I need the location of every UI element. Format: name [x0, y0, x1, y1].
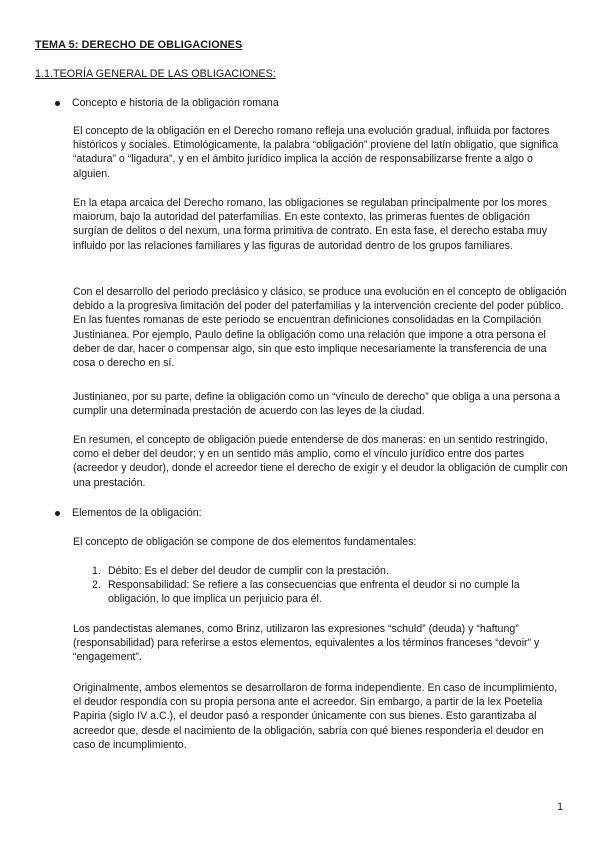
list-item — [92, 564, 562, 578]
page-number: 1 — [557, 801, 563, 813]
paragraph: En la etapa arcaica del Derecho romano, las obligaciones se regulaban principalmente por los mores maiorum, bajo la autoridad del paterfamilias. En este contexto, las primeras fuentes de obligación surgían de delitos o del nexum, una forma primitiva de contrato. En esta fase, el derecho estaba muy influido por las relaciones familiares y las figuras de autoridad dentro de los grupos familiares. — [73, 197, 548, 252]
list-number: 2. — [92, 579, 101, 592]
paragraph: Con el desarrollo del periodo preclásico y clásico, se produce una evolución en el concepto de obligación debido a la progresiva limitación del poder del paterfamilias y la intervención creciente del poder público. En las fuentes romanas de este periodo se encuentran definiciones consolidadas en la Compilación Justinianea. Por ejemplo, Paulo define la obligación como una relación que impone a otra persona el deber de dar, hacer o compensar algo, sin que esto implique necesariamente la transferencia de una cosa o derecho en sí. — [73, 286, 567, 370]
paragraph: El concepto de obligación se compone de dos elementos fundamentales: — [73, 536, 417, 548]
list-item-text: Débito: Es el deber del deudor de cumplir con la prestación. — [108, 565, 389, 577]
section-heading: 1.1.TEORÍA GENERAL DE LAS OBLIGACIONES: — [35, 68, 276, 80]
document-title: TEMA 5: DERECHO DE OBLIGACIONES — [35, 39, 243, 51]
bullet-text: Elementos de la obligación: — [72, 507, 202, 519]
list-item — [92, 578, 562, 606]
numbered-list — [92, 564, 562, 607]
bullet-icon — [55, 101, 60, 106]
paragraph: Los pandectistas alemanes, como Brinz, utilizaron las expresiones “schuld” (deuda) y “haftung” (responsabilidad) para referirse a estos elementos, equivalentes a los términos franceses “devoir” y “engagement”. — [73, 623, 540, 664]
paragraph: El concepto de la obligación en el Derecho romano refleja una evolución gradual, influida por factores históricos y sociales. Etimológicamente, la palabra “obligación” proviene del latín obligatio, que significa “atadura” o “ligadura”, y en el ámbito jurídico implica la acción de responsabilizarse frente a algo o alguien. — [73, 125, 559, 180]
list-number: 1. — [92, 565, 101, 577]
bullet-text: Concepto e historia de la obligación romana — [72, 97, 279, 109]
paragraph: En resumen, el concepto de obligación puede entenderse de dos maneras: en un sentido restringido, como el deber del deudor; y en un sentido más amplio, como el vínculo jurídico entre dos partes (acreedor y deudor), donde el acreedor tiene el derecho de exigir y el deudor la obligación de cumplir con una prestación. — [73, 434, 568, 489]
paragraph: Justinianeo, por su parte, define la obligación como un “vínculo de derecho” que obliga a una persona a cumplir una determinada prestación de acuerdo con las leyes de la ciudad. — [73, 391, 561, 418]
bullet-icon — [55, 511, 60, 516]
paragraph: Originalmente, ambos elementos se desarrollaron de forma independiente. En caso de incumplimiento, el deudor respondía con su propia persona ante el acreedor. Sin embargo, a partir de la lex Poetelia Papiria (siglo IV a.C.), el deudor pasó a responder únicamente con sus bienes. Esto garantizaba al acreedor que, desde el nacimiento de la obligación, sabría con qué bienes respondería el deudor en caso de incumplimiento. — [73, 682, 558, 751]
list-item-text: Responsabilidad: Se refiere a las consecuencias que enfrenta el deudor si no cumple la obligación, lo que implica un perjuicio para él. — [108, 579, 520, 606]
